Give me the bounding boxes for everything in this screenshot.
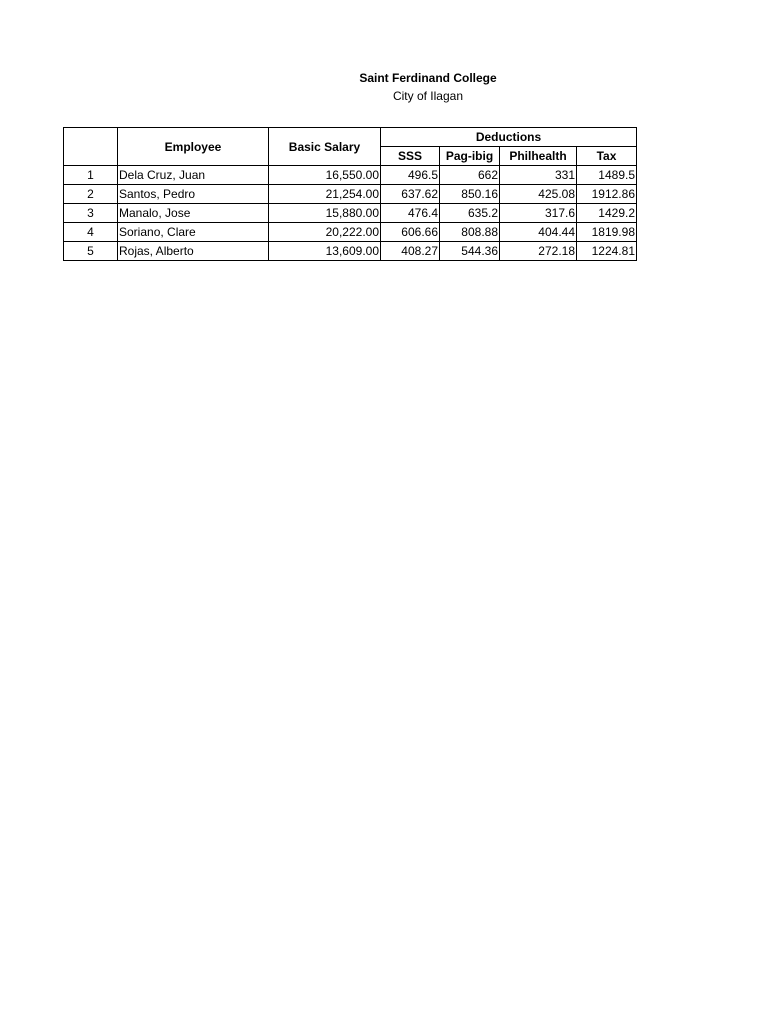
school-city: City of Ilagan [392,89,464,103]
row-number: 4 [64,223,118,242]
philhealth-deduction: 317.6 [500,204,577,223]
philhealth-deduction: 425.08 [500,185,577,204]
pagibig-deduction: 662 [440,166,500,185]
philhealth-column-header: Philhealth [500,147,577,166]
basic-salary: 20,222.00 [269,223,381,242]
pagibig-column-header: Pag-ibig [440,147,500,166]
basic-salary: 15,880.00 [269,204,381,223]
philhealth-deduction: 272.18 [500,242,577,261]
philhealth-deduction: 331 [500,166,577,185]
payroll-table [63,127,637,261]
table-row [64,223,637,242]
employee-name: Dela Cruz, Juan [118,166,269,185]
philhealth-deduction: 404.44 [500,223,577,242]
employee-name: Soriano, Clare [118,223,269,242]
basic-salary: 13,609.00 [269,242,381,261]
pagibig-deduction: 850.16 [440,185,500,204]
row-number: 5 [64,242,118,261]
tax-deduction: 1429.2 [577,204,637,223]
employee-name: Rojas, Alberto [118,242,269,261]
pagibig-deduction: 635.2 [440,204,500,223]
basic-salary-column-header: Basic Salary [269,128,381,166]
sss-deduction: 408.27 [381,242,440,261]
school-name: Saint Ferdinand College [359,71,497,85]
row-number: 3 [64,204,118,223]
row-number: 2 [64,185,118,204]
sss-deduction: 637.62 [381,185,440,204]
employee-column-header: Employee [118,128,269,166]
table-row [64,242,637,261]
tax-column-header: Tax [577,147,637,166]
row-number: 1 [64,166,118,185]
header-row-top [64,128,637,147]
tax-deduction: 1912.86 [577,185,637,204]
sss-deduction: 476.4 [381,204,440,223]
table-row [64,166,637,185]
pagibig-deduction: 808.88 [440,223,500,242]
basic-salary: 16,550.00 [269,166,381,185]
number-column-header [64,128,118,166]
deductions-group-header: Deductions [381,128,637,147]
sss-deduction: 496.5 [381,166,440,185]
tax-deduction: 1489.5 [577,166,637,185]
tax-deduction: 1819.98 [577,223,637,242]
table-row [64,185,637,204]
table-row [64,204,637,223]
employee-name: Santos, Pedro [118,185,269,204]
employee-name: Manalo, Jose [118,204,269,223]
tax-deduction: 1224.81 [577,242,637,261]
basic-salary: 21,254.00 [269,185,381,204]
pagibig-deduction: 544.36 [440,242,500,261]
sss-column-header: SSS [381,147,440,166]
sss-deduction: 606.66 [381,223,440,242]
